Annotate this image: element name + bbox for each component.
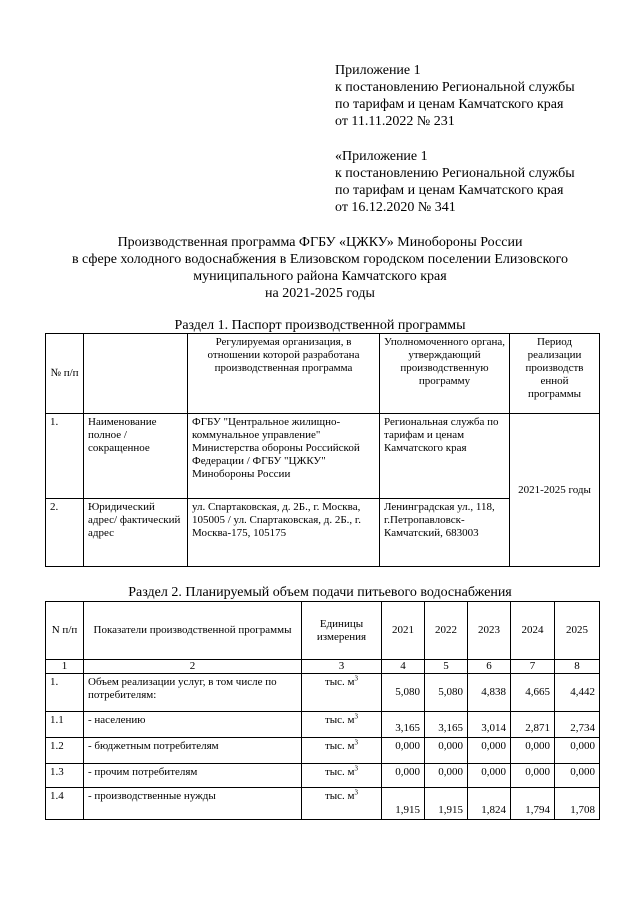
row-value: 1,915 [382,788,425,820]
row-num: 1. [46,674,84,712]
appendix-line: Приложение 1 [335,63,421,78]
volume-row [46,764,600,788]
row-value: 0,000 [511,764,555,788]
col-number: 5 [425,660,468,674]
row-num: 2. [46,499,84,567]
row-value: 2,871 [511,712,555,738]
row-value: 5,080 [382,674,425,712]
row-value: 4,838 [468,674,511,712]
header-year: 2022 [425,602,468,660]
header-num: N п/п [46,602,84,660]
header-indicator: Показатели производственной программы [84,602,302,660]
row-value: 3,165 [382,712,425,738]
row-value: 0,000 [511,738,555,764]
unit-sup: 3 [354,738,359,747]
passport-header-row [46,334,600,414]
title-line: Производственная программа ФГБУ «ЦЖКУ» Минобороны России [117,235,523,250]
unit-text: тыс. м [324,714,355,726]
title-line: на 2021-2025 годы [265,286,375,301]
col-number: 1 [46,660,84,674]
row-authority: Региональная служба по тарифам и ценам Камчатского края [380,414,510,499]
passport-row [46,414,600,499]
unit-text: тыс. м [324,766,355,778]
appendix-line: к постановлению Региональной службы [335,166,575,181]
row-value: 2,734 [555,712,600,738]
volume-row [46,674,600,712]
row-value: 0,000 [468,738,511,764]
col-number: 7 [511,660,555,674]
volume-row [46,788,600,820]
row-org: ФГБУ "Центральное жилищно-коммунальное управление" Министерства обороны Российской Федерации / ФГБУ "ЦЖКУ" Минобороны России [188,414,380,499]
row-value: 3,014 [468,712,511,738]
appendix-previous [335,148,575,216]
row-org: ул. Спартаковская, д. 2Б., г. Москва, 105005 / ул. Спартаковская, д. 2Б., г. Москва-175, 105175 [188,499,380,567]
row-value: 3,165 [425,712,468,738]
row-label: Объем реализации услуг, в том числе по потребителям: [84,674,302,712]
unit-sup: 3 [354,764,359,773]
col-number: 2 [84,660,302,674]
row-unit [302,712,382,738]
row-value: 0,000 [555,738,600,764]
row-num: 1. [46,414,84,499]
row-value: 1,824 [468,788,511,820]
appendix-current [335,62,575,130]
row-label: Наименование полное / сокращенное [84,414,188,499]
row-value: 1,708 [555,788,600,820]
col-number: 8 [555,660,600,674]
row-value: 0,000 [382,764,425,788]
row-value: 0,000 [555,764,600,788]
appendix-line: по тарифам и ценам Камчатского края [335,97,564,112]
appendix-line: по тарифам и ценам Камчатского края [335,183,564,198]
row-label: Юридический адрес/ фактический адрес [84,499,188,567]
title-line: муниципального района Камчатского края [193,269,447,284]
row-num: 1.3 [46,764,84,788]
row-value: 1,915 [425,788,468,820]
header-org: Регулируемая организация, в отношении которой разработана производственная программа [188,334,380,414]
appendix-line: «Приложение 1 [335,149,428,164]
col-number: 6 [468,660,511,674]
volume-row [46,738,600,764]
row-num: 1.2 [46,738,84,764]
row-value: 4,442 [555,674,600,712]
unit-text: тыс. м [324,790,355,802]
appendix-line: от 11.11.2022 № 231 [335,114,455,129]
period-value: 2021-2025 годы [510,414,600,567]
row-unit [302,764,382,788]
appendix-line: от 16.12.2020 № 341 [335,200,456,215]
title-line: в сфере холодного водоснабжения в Елизовском городском поселении Елизовского [71,252,569,267]
row-unit [302,674,382,712]
header-year: 2025 [555,602,600,660]
row-unit [302,738,382,764]
volume-row [46,712,600,738]
row-label: - бюджетным потребителям [84,738,302,764]
column-number-row [46,660,600,674]
row-label: - прочим потребителям [84,764,302,788]
header-year: 2021 [382,602,425,660]
volume-table [45,601,600,820]
col-number: 4 [382,660,425,674]
row-value: 4,665 [511,674,555,712]
unit-sup: 3 [354,674,359,683]
unit-text: тыс. м [324,740,355,752]
passport-table [45,333,600,567]
header-year: 2023 [468,602,511,660]
col-number: 3 [302,660,382,674]
unit-sup: 3 [354,712,359,721]
row-authority: Ленинградская ул., 118, г.Петропавловск-Камчатский, 683003 [380,499,510,567]
unit-sup: 3 [354,788,359,797]
row-value: 0,000 [425,738,468,764]
row-num: 1.1 [46,712,84,738]
header-unit: Единицы измерения [302,602,382,660]
row-value: 0,000 [382,738,425,764]
header-period: Период реализации производств енной программы [510,334,600,414]
row-label: - производственные нужды [84,788,302,820]
header-num: № п/п [46,334,84,414]
row-value: 1,794 [511,788,555,820]
row-value: 0,000 [468,764,511,788]
section2-title: Раздел 2. Планируемый объем подачи питьевого водоснабжения [128,585,512,600]
header-indicator [84,334,188,414]
row-label: - населению [84,712,302,738]
section1-title: Раздел 1. Паспорт производственной программы [174,318,466,333]
header-authority: Уполномоченного органа, утверждающий производственную программу [380,334,510,414]
volume-header-row [46,602,600,660]
header-year: 2024 [511,602,555,660]
row-value: 5,080 [425,674,468,712]
row-num: 1.4 [46,788,84,820]
appendix-line: к постановлению Региональной службы [335,80,575,95]
document-title [0,234,640,302]
unit-text: тыс. м [324,676,355,688]
row-value: 0,000 [425,764,468,788]
row-unit [302,788,382,820]
